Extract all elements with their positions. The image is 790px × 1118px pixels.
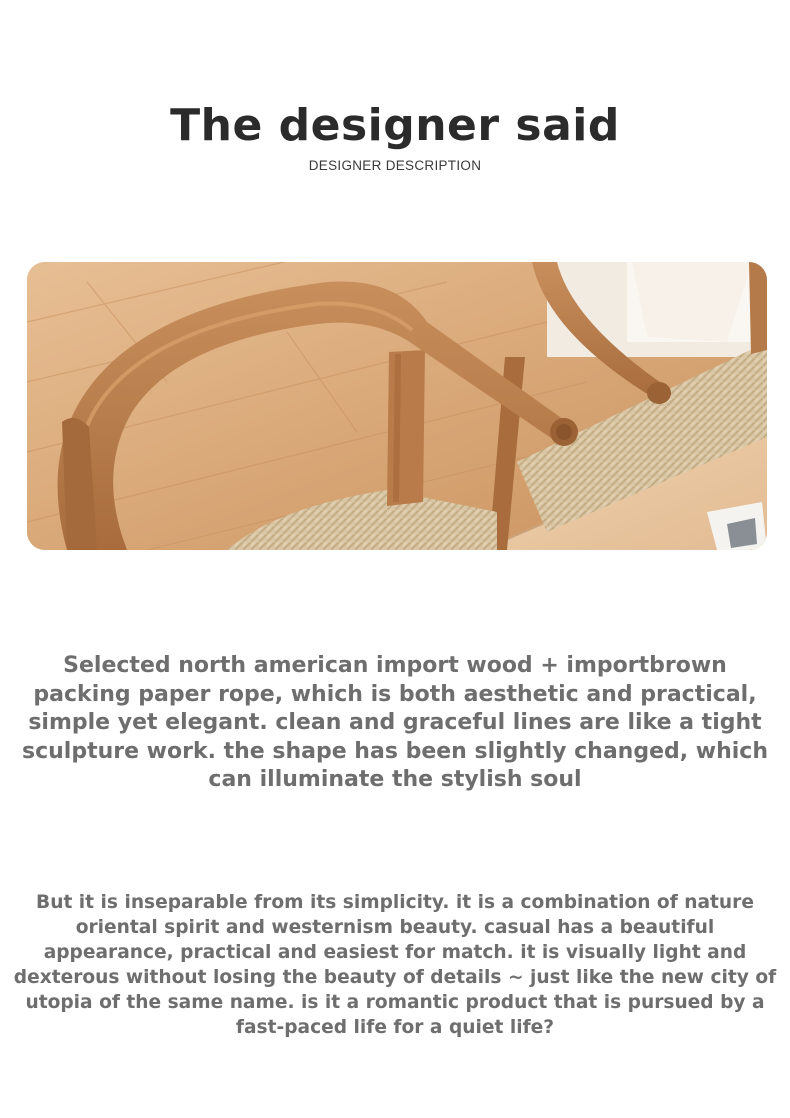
description-paragraph-2: But it is inseparable from its simplicity. it is a combination of nature oriental spirit and westernism beauty. casual has a beautiful appearance, practical and easiest for match. it is visually light and dexterous without losing the beauty of details ~ just like the new city of utopia of the same name. is it a romantic product that is pursued by a fast-paced life for a quiet life? (13, 892, 777, 1038)
description-paragraph-1: Selected north american import wood + importbrown packing paper rope, which is both aesthetic and practical, simple yet elegant. clean and graceful lines are like a tight sculpture work. the shape has been slightly changed, which can illuminate the stylish soul (21, 653, 768, 792)
page-subtitle: DESIGNER DESCRIPTION (308, 158, 482, 173)
page-title: The designer said (170, 100, 620, 151)
product-photo (27, 262, 767, 550)
